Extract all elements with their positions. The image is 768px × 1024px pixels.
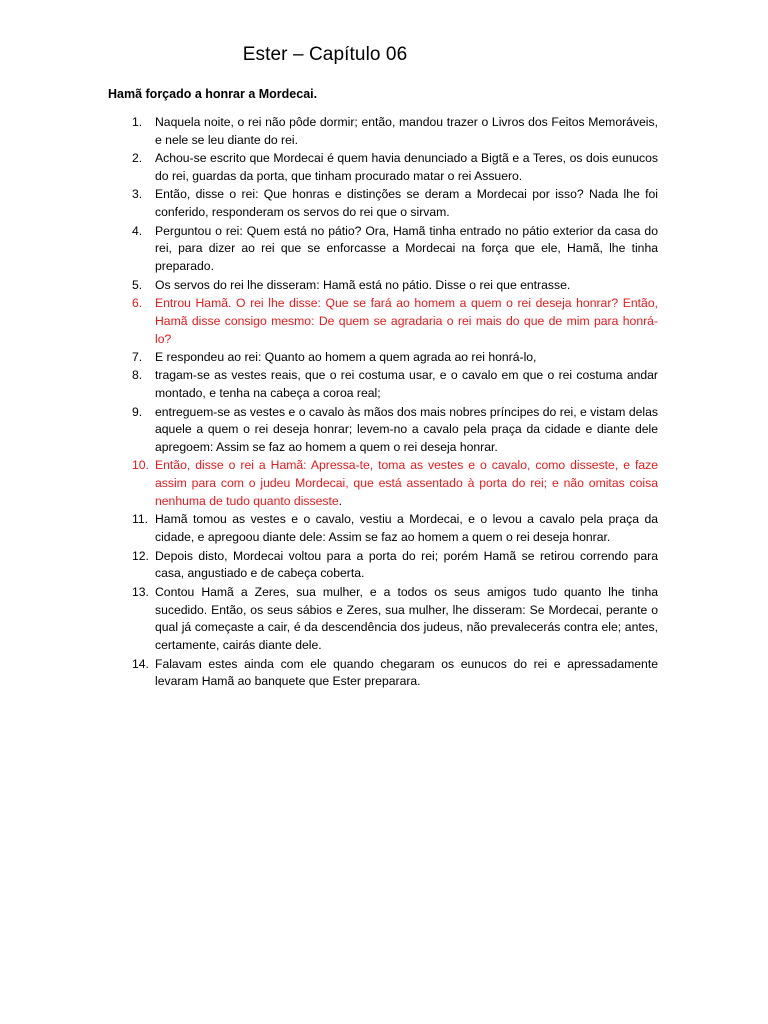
verse-tail: . bbox=[338, 494, 343, 509]
verse-text bbox=[155, 187, 658, 219]
verse-item-6 bbox=[108, 295, 658, 348]
verse-text bbox=[155, 115, 658, 147]
verse-item-5 bbox=[108, 277, 658, 295]
document-subtitle: Hamã forçado a honrar a Mordecai. bbox=[108, 87, 318, 101]
verse-text bbox=[155, 296, 658, 346]
verse-item-11 bbox=[108, 511, 658, 547]
verse-text bbox=[155, 512, 658, 544]
verse-number: 2. bbox=[132, 151, 143, 166]
verse-body: Naquela noite, o rei não pôde dormir; então, mandou trazer o Livros dos Feitos Memoráveis, e nele se leu diante do rei. bbox=[155, 115, 658, 147]
verse-item-10 bbox=[108, 457, 658, 510]
verse-number: 14. bbox=[132, 656, 149, 671]
verse-text bbox=[155, 585, 658, 652]
verse-number: 8. bbox=[132, 368, 143, 383]
verse-item-7 bbox=[108, 349, 658, 367]
verse-item-13 bbox=[108, 584, 658, 655]
verse-body: Falavam estes ainda com ele quando chegaram os eunucos do rei e apressadamente levaram Hamã ao banquete que Ester preparara. bbox=[155, 656, 658, 689]
verse-text bbox=[155, 368, 658, 400]
verse-item-2 bbox=[108, 150, 658, 186]
verse-text bbox=[155, 405, 658, 455]
verse-item-9 bbox=[108, 404, 658, 457]
verse-item-8 bbox=[108, 367, 658, 403]
verse-body: Os servos do rei lhe disseram: Hamã está no pátio. Disse o rei que entrasse. bbox=[155, 277, 571, 292]
verse-body: E respondeu ao rei: Quanto ao homem a quem agrada ao rei honrá-lo, bbox=[155, 349, 537, 364]
verse-number: 6. bbox=[132, 295, 143, 310]
verse-body: Então, disse o rei a Hamã: Apressa-te, toma as vestes e o cavalo, como disseste, e faze assim para com o judeu Mordecai, que está assentado à porta do rei; e não omitas coisa nenhuma de tudo quanto disseste bbox=[155, 458, 658, 509]
verse-body: tragam-se as vestes reais, que o rei costuma usar, e o cavalo em que o rei costuma andar montado, e tenha na cabeça a coroa real; bbox=[155, 368, 658, 401]
verse-item-3 bbox=[108, 186, 658, 222]
verse-body: Achou-se escrito que Mordecai é quem havia denunciado a Bigtã e a Teres, os dois eunucos do rei, guardas da porta, que tinham procurado matar o rei Assuero. bbox=[155, 151, 658, 183]
verse-number: 1. bbox=[132, 115, 143, 129]
verse-number: 9. bbox=[132, 404, 143, 419]
verse-number: 5. bbox=[132, 277, 143, 292]
verse-number: 12. bbox=[132, 548, 149, 563]
verse-body: Perguntou o rei: Quem está no pátio? Ora, Hamã tinha entrado no pátio exterior da casa do rei, para dizer ao rei que se enforcasse a Mordecai na força que ele, Hamã, lhe tinha preparado. bbox=[155, 223, 658, 274]
verse-body: Hamã tomou as vestes e o cavalo, vestiu a Mordecai, e o levou a cavalo pela praça da cidade, e apregoou diante dele: Assim se faz ao homem a quem o rei deseja honrar. bbox=[155, 512, 658, 545]
verse-body: Contou Hamã a Zeres, sua mulher, e a todos os seus amigos tudo quanto lhe tinha sucedido. Então, os seus sábios e Zeres, sua mulher, lhe disseram: Se Mordecai, perante o qual já começaste a cair, é da descendência dos judeus, não prevalecerás contra ele; antes, certamente, cairás diante dele. bbox=[155, 584, 658, 653]
verse-number: 4. bbox=[132, 223, 143, 238]
verse-body: Entrou Hamã. O rei lhe disse: Que se fará ao homem a quem o rei deseja honrar? Então, Hamã disse consigo mesmo: De quem se agradaria o rei mais do que de mim para honrá-lo? bbox=[155, 295, 658, 346]
verse-item-1 bbox=[108, 114, 658, 150]
verse-body: Depois disto, Mordecai voltou para a porta do rei; porém Hamã se retirou correndo para casa, angustiado e de cabeça coberta. bbox=[155, 548, 658, 581]
verse-number: 3. bbox=[132, 187, 143, 202]
verse-number: 11. bbox=[132, 512, 149, 527]
verse-number: 10. bbox=[132, 458, 149, 473]
document-title: Ester – Capítulo 06 bbox=[242, 44, 408, 65]
verse-text bbox=[155, 278, 570, 292]
verse-text bbox=[155, 350, 536, 364]
verse-body: entreguem-se as vestes e o cavalo às mãos dos mais nobres príncipes do rei, e vistam delas aquele a quem o rei deseja honrar; levem-no a cavalo pela praça da cidade e diante dele apregoem: Assim se faz ao homem a quem o rei deseja honrar. bbox=[155, 404, 658, 455]
verse-item-12 bbox=[108, 548, 658, 584]
verse-item-14 bbox=[108, 656, 658, 692]
verse-list bbox=[108, 114, 658, 692]
verse-number: 7. bbox=[132, 349, 143, 364]
verse-text bbox=[155, 657, 658, 689]
verse-text bbox=[155, 151, 658, 183]
verse-body: Então, disse o rei: Que honras e distinções se deram a Mordecai por isso? Nada lhe foi conferido, responderam os servos do rei que o sirvam. bbox=[155, 187, 658, 220]
verse-text bbox=[155, 224, 658, 274]
verse-text bbox=[155, 549, 658, 581]
verse-text bbox=[155, 458, 658, 508]
verse-number: 13. bbox=[132, 584, 149, 599]
verse-item-4 bbox=[108, 223, 658, 276]
